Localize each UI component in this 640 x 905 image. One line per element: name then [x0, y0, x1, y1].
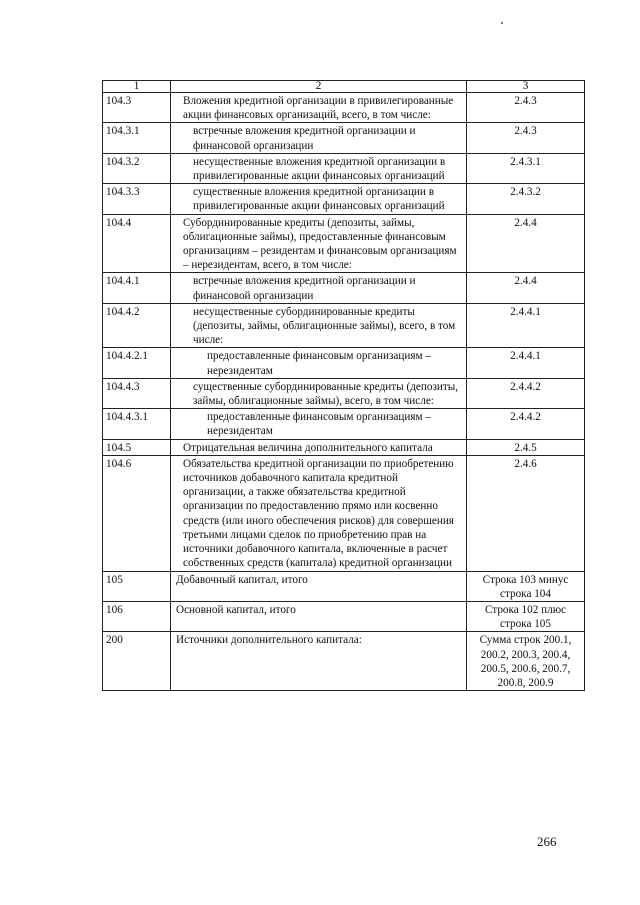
- row-description: Отрицательная величина дополнительного капитала: [171, 439, 467, 455]
- row-code: 104.3.2: [103, 153, 171, 183]
- row-reference: 2.4.5: [467, 439, 585, 455]
- row-reference: 2.4.3: [467, 93, 585, 123]
- table-row: [103, 153, 585, 183]
- table-row: [103, 123, 585, 153]
- row-code: 104.4: [103, 214, 171, 273]
- row-code: 104.4.3: [103, 378, 171, 408]
- table-body: [103, 93, 585, 691]
- row-description: Вложения кредитной организации в привилегированные акции финансовых организаций, всего, в том числе:: [171, 93, 467, 123]
- row-reference: 2.4.4: [467, 273, 585, 303]
- row-description: существенные субординированные кредиты (депозиты, займы, облигационные займы), всего, в том числе:: [171, 378, 467, 408]
- row-description: Источники дополнительного капитала:: [171, 632, 467, 691]
- row-description: предоставленные финансовым организациям – нерезидентам: [171, 348, 467, 378]
- page-number: 266: [537, 834, 557, 849]
- table-row: [103, 601, 585, 631]
- row-description: несущественные вложения кредитной организации в привилегированные акции финансовых организаций: [171, 153, 467, 183]
- row-description: Добавочный капитал, итого: [171, 571, 467, 601]
- row-description: существенные вложения кредитной организации в привилегированные акции финансовых организаций: [171, 184, 467, 214]
- row-code: 104.4.2: [103, 303, 171, 348]
- row-description: встречные вложения кредитной организации и финансовой организации: [171, 123, 467, 153]
- row-code: 104.4.2.1: [103, 348, 171, 378]
- row-description: Основной капитал, итого: [171, 601, 467, 631]
- table-row: [103, 409, 585, 439]
- header-col-3: 3: [467, 81, 585, 93]
- header-col-1: 1: [103, 81, 171, 93]
- row-reference: 2.4.4.1: [467, 303, 585, 348]
- row-reference: 2.4.6: [467, 455, 585, 571]
- row-reference: 2.4.4.1: [467, 348, 585, 378]
- row-description: Субординированные кредиты (депозиты, займы, облигационные займы), предоставленные финансовым организациям – резидентам и финансовым организациям – нерезидентам, всего, в том числе:: [171, 214, 467, 273]
- row-code: 106: [103, 601, 171, 631]
- row-description: встречные вложения кредитной организации и финансовой организации: [171, 273, 467, 303]
- row-code: 104.3: [103, 93, 171, 123]
- capital-table: [102, 80, 585, 691]
- table-row: [103, 214, 585, 273]
- table-row: [103, 273, 585, 303]
- header-row: [103, 81, 585, 93]
- row-reference: 2.4.3: [467, 123, 585, 153]
- row-reference: 2.4.4.2: [467, 378, 585, 408]
- table-row: [103, 571, 585, 601]
- scan-speck: [501, 22, 503, 24]
- row-reference: 2.4.3.1: [467, 153, 585, 183]
- row-reference: Сумма строк 200.1, 200.2, 200.3, 200.4, 200.5, 200.6, 200.7, 200.8, 200.9: [467, 632, 585, 691]
- row-reference: 2.4.4.2: [467, 409, 585, 439]
- table-row: [103, 184, 585, 214]
- table-row: [103, 378, 585, 408]
- row-reference: Строка 102 плюс строка 105: [467, 601, 585, 631]
- table-row: [103, 93, 585, 123]
- row-code: 104.6: [103, 455, 171, 571]
- row-reference: Строка 103 минус строка 104: [467, 571, 585, 601]
- row-code: 200: [103, 632, 171, 691]
- row-code: 104.3.1: [103, 123, 171, 153]
- row-description: несущественные субординированные кредиты (депозиты, займы, облигационные займы), всего, в том числе:: [171, 303, 467, 348]
- row-description: Обязательства кредитной организации по приобретению источников добавочного капитала кредитной организации, а также обязательства кредитной организации по предоставлению прямо или косвенно средств (или иного обеспечения рисков) для совершения третьими лицами сделок по приобретению прав на источники добавочного капитала, включенные в расчет собственных средств (капитала) кредитной организации: [171, 455, 467, 571]
- table-row: [103, 455, 585, 571]
- table-row: [103, 303, 585, 348]
- table-row: [103, 439, 585, 455]
- row-reference: 2.4.4: [467, 214, 585, 273]
- table-row: [103, 348, 585, 378]
- table-row: [103, 632, 585, 691]
- row-code: 105: [103, 571, 171, 601]
- header-col-2: 2: [171, 81, 467, 93]
- row-code: 104.4.3.1: [103, 409, 171, 439]
- row-code: 104.5: [103, 439, 171, 455]
- row-code: 104.4.1: [103, 273, 171, 303]
- row-reference: 2.4.3.2: [467, 184, 585, 214]
- row-description: предоставленные финансовым организациям – нерезидентам: [171, 409, 467, 439]
- row-code: 104.3.3: [103, 184, 171, 214]
